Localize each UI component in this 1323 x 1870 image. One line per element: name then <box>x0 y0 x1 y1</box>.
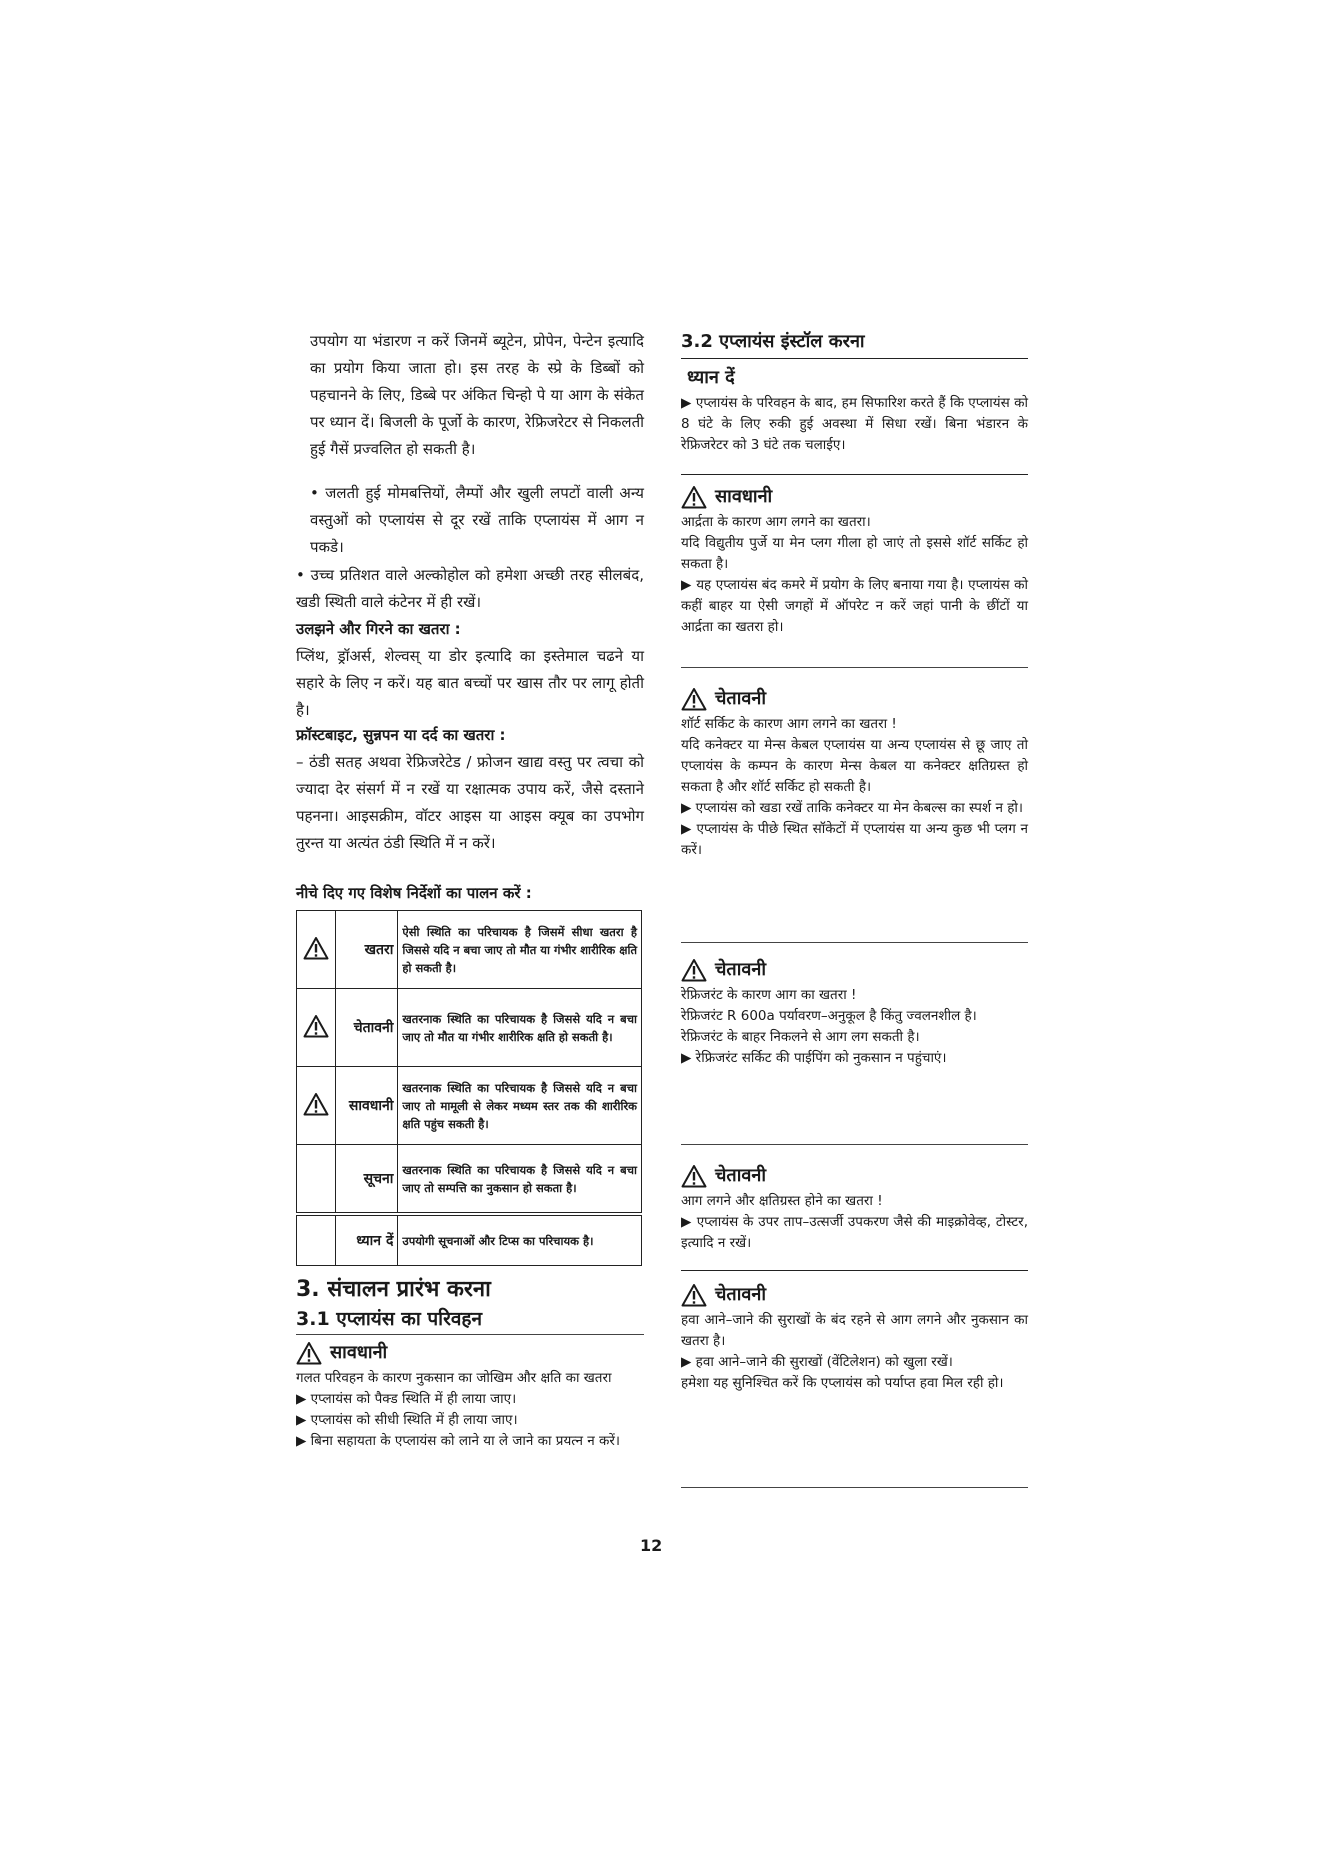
signal-desc-notice: खतरनाक स्थिति का परिचायक है जिससे यदि न बचा जाए तो सम्पत्ति का नुकसान हो सकता है। <box>398 1145 642 1213</box>
warning-triangle-icon <box>297 911 336 989</box>
paragraph-frostbite: – ठंडी सतह अथवा रेफ्रिजरेटेड / फ्रोजन खाद्य वस्तु पर त्वचा को ज्यादा देर संसर्ग में न रखें या रक्षात्मक उपाय करें, जैसे दस्ताने पहनना। आइसक्रीम, वॉटर आइस या आइस क्यूब का उपभोग तुरन्त या अत्यंत ठंडी स्थिति में न करें। <box>296 753 644 852</box>
signal-row-caution <box>297 1067 642 1145</box>
warning-triangle-icon <box>681 1283 707 1307</box>
caution-transport-title: सावधानी <box>330 1342 388 1363</box>
note-label: ध्यान दें <box>335 1216 398 1266</box>
warning-triangle-icon <box>681 958 707 982</box>
divider <box>681 667 1028 668</box>
warning-triangle-icon <box>681 485 707 509</box>
divider <box>681 1144 1028 1145</box>
warning-refrigerant-line: रेफ्रिजरंट के कारण आग का खतरा ! <box>681 987 857 1003</box>
warning-refrigerant-line: रेफ्रिजरंट के बाहर निकलने से आग लग सकती है। <box>681 1029 920 1045</box>
warning-refrigerant-title: चेतावनी <box>715 959 767 980</box>
section-3-heading-block <box>296 1275 644 1333</box>
warning-heat-header <box>681 1163 1028 1189</box>
warning-refrigerant-line: रेफ्रिजरंट R 600a पर्यावरण–अनुकूल है किंतु ज्वलनशील है। <box>681 1008 977 1024</box>
divider <box>681 1487 1028 1488</box>
signal-label-danger: खतरा <box>335 911 398 989</box>
caution-moisture-block <box>681 484 1028 638</box>
heading-follow-instructions: नीचे दिए गए विशेष निर्देशों का पालन करें : <box>296 884 532 902</box>
warning-ventilation-line: हवा आने–जाने की सुराखों के बंद रहने से आग लगने और नुकसान का खतरा है। <box>681 1312 1028 1349</box>
bullet-alcohol: • उच्च प्रतिशत वाले अल्कोहोल को हमेशा अच्छी तरह सीलबंद, खडी स्थिती वाले कंटेनर में ही रखें। <box>296 566 644 611</box>
warning-ventilation-line: हमेशा यह सुनिश्चित करें कि एप्लायंस को पर्याप्त हवा मिल रही हो। <box>681 1375 1004 1391</box>
warning-ventilation-title: चेतावनी <box>715 1284 767 1305</box>
warning-short-circuit-block <box>681 686 1028 861</box>
divider <box>681 474 1028 475</box>
signal-label-caution: सावधानी <box>335 1067 398 1145</box>
warning-short-circuit-header <box>681 686 1028 712</box>
heading-frostbite: फ्रॉस्टबाइट, सुन्नपन या दर्द का खतरा : <box>296 726 506 744</box>
heading-fall-hazard: उलझने और गिरने का खतरा : <box>296 620 461 638</box>
caution-moisture-line: आर्द्रता के कारण आग लगने का खतरा। <box>681 514 871 530</box>
signal-desc-danger: ऐसी स्थिति का परिचायक है जिसमें सीधा खतरा है जिससे यदि न बचा जाए तो मौत या गंभीर शारीरिक क्षति हो सकती है। <box>398 911 642 989</box>
signal-label-notice: सूचना <box>335 1145 398 1213</box>
signal-icon-empty <box>297 1145 336 1213</box>
section-3-2-heading: 3.2 एप्लायंस इंस्टॉल करना <box>681 331 865 352</box>
warning-refrigerant-block <box>681 957 1028 1069</box>
warning-triangle-icon <box>681 1164 707 1188</box>
warning-heat-line: ▶ एप्लायंस के उपर ताप–उत्सर्जी उपकरण जैसे की माइक्रोवेव्ह, टोस्टर, इत्यादि न रखें। <box>681 1214 1028 1251</box>
warning-refrigerant-line: ▶ रेफ्रिजरंट सर्किट की पाईपिंग को नुकसान न पहुंचाएं। <box>681 1050 947 1066</box>
signal-row-danger <box>297 911 642 989</box>
signal-row-notice <box>297 1145 642 1213</box>
warning-short-circuit-line: शॉर्ट सर्किट के कारण आग लगने का खतरा ! <box>681 716 897 732</box>
warning-short-circuit-line: ▶ एप्लायंस के पीछे स्थित सॉकेटों में एप्लायंस या अन्य कुछ भी प्लग न करें। <box>681 821 1028 858</box>
divider <box>681 1270 1028 1271</box>
note-install-title: ध्यान दें <box>687 367 735 388</box>
caution-moisture-title: सावधानी <box>715 486 773 507</box>
signal-label-warning: चेतावनी <box>335 989 398 1067</box>
signal-row-warning <box>297 989 642 1067</box>
note-icon-empty <box>297 1216 336 1266</box>
note-install-block <box>681 365 1028 456</box>
caution-moisture-line: यदि विद्युतीय पुर्जे या मेन प्लग गीला हो जाएं तो इससे शॉर्ट सर्किट हो सकता है। <box>681 535 1028 572</box>
divider <box>296 1334 644 1335</box>
warning-ventilation-line: ▶ हवा आने–जाने की सुराखों (वेंटिलेशन) को खुला रखें। <box>681 1354 953 1370</box>
warning-ventilation-block <box>681 1282 1028 1394</box>
caution-moisture-header <box>681 484 1028 510</box>
note-desc: उपयोगी सूचनाओं और टिप्स का परिचायक है। <box>398 1216 642 1266</box>
divider <box>681 942 1028 943</box>
note-install-text: ▶ एप्लायंस के परिवहन के बाद, हम सिफारिश करते हैं कि एप्लायंस को 8 घंटे के लिए रुकी हुई अवस्था में सिधा रखें। बिना भंडारन के रेफ्रिजरेटर को 3 घंटे तक चलाईए। <box>681 395 1028 453</box>
paragraph-fall-hazard: प्लिंथ, ड्रॉअर्स, शेल्वस् या डोर इत्यादि का इस्तेमाल चढने या सहारे के लिए न करें। यह बात बच्चों पर खास तौर पर लागू होती है। <box>296 647 644 719</box>
warning-heat-block <box>681 1163 1028 1254</box>
divider <box>681 358 1028 359</box>
section-3-1-heading: 3.1 एप्लायंस का परिवहन <box>296 1308 483 1330</box>
warning-heat-line: आग लगने और क्षतिग्रस्त होने का खतरा ! <box>681 1193 883 1209</box>
paragraph-spray-cans: उपयोग या भंडारण न करें जिनमें ब्यूटेन, प्रोपेन, पेन्टेन इत्यादि का प्रयोग किया जाता हो। इस तरह के स्प्रे के डिब्बों को पहचानने के लिए, डिब्बे पर अंकित चिन्हो पे या आग के संकेत पर ध्यान दें। बिजली के पूर्जो के कारण, रेफ्रिजरेटर से निकलती हुई गैसें प्रज्वलित हो सकती है। <box>310 332 644 458</box>
caution-transport-header <box>296 1340 644 1366</box>
caution-transport-line: गलत परिवहन के कारण नुकसान का जोखिम और क्षति का खतरा <box>296 1370 612 1386</box>
signal-desc-warning: खतरनाक स्थिति का परिचायक है जिससे यदि न बचा जाए तो मौत या गंभीर शारीरिक क्षति हो सकती है। <box>398 989 642 1067</box>
warning-triangle-icon <box>296 1341 322 1365</box>
section-3-heading: 3. संचालन प्रारंभ करना <box>296 1277 491 1302</box>
note-table <box>296 1215 642 1266</box>
caution-transport-line: ▶ एप्लायंस को सीधी स्थिति में ही लाया जाए। <box>296 1412 518 1428</box>
caution-transport-line: ▶ बिना सहायता के एप्लायंस को लाने या ले जाने का प्रयत्न न करें। <box>296 1433 621 1449</box>
bullet-candles: • जलती हुई मोमबत्तियों, लैम्पों और खुली लपटों वाली अन्य वस्तुओं को एप्लायंस से दूर रखें ताकि एप्लायंस में आग न पकडे। <box>310 484 644 556</box>
note-row <box>297 1216 642 1266</box>
warning-triangle-icon <box>681 687 707 711</box>
caution-transport-line: ▶ एप्लायंस को पैक्ड स्थिति में ही लाया जाए। <box>296 1391 517 1407</box>
warning-refrigerant-header <box>681 957 1028 983</box>
warning-short-circuit-title: चेतावनी <box>715 688 767 709</box>
caution-transport-block <box>296 1340 644 1452</box>
warning-heat-title: चेतावनी <box>715 1165 767 1186</box>
warning-triangle-icon <box>297 989 336 1067</box>
warning-triangle-icon <box>297 1067 336 1145</box>
signal-desc-caution: खतरनाक स्थिति का परिचायक है जिससे यदि न बचा जाए तो मामूली से लेकर मध्यम स्तर तक की शारीरिक क्षति पहुंच सकती है। <box>398 1067 642 1145</box>
signal-words-table <box>296 910 642 1213</box>
warning-short-circuit-line: ▶ एप्लायंस को खडा रखें ताकि कनेक्टर या मेन केबल्स का स्पर्श न हो। <box>681 800 1024 816</box>
warning-ventilation-header <box>681 1282 1028 1308</box>
page-number: 12 <box>640 1536 663 1555</box>
caution-moisture-line: ▶ यह एप्लायंस बंद कमरे में प्रयोग के लिए बनाया गया है। एप्लायंस को कहीं बाहर या ऐसी जगहों में ऑपरेट न करें जहां पानी के छींटों या आर्द्रता का खतरा हो। <box>681 577 1028 635</box>
warning-short-circuit-line: यदि कनेक्टर या मेन्स केबल एप्लायंस या अन्य एप्लायंस से छू जाए तो एप्लायंस के कम्पन के कारण मेन्स केबल या कनेक्टर क्षतिग्रस्त हो सकता है और शॉर्ट सर्किट हो सकती है। <box>681 737 1028 795</box>
